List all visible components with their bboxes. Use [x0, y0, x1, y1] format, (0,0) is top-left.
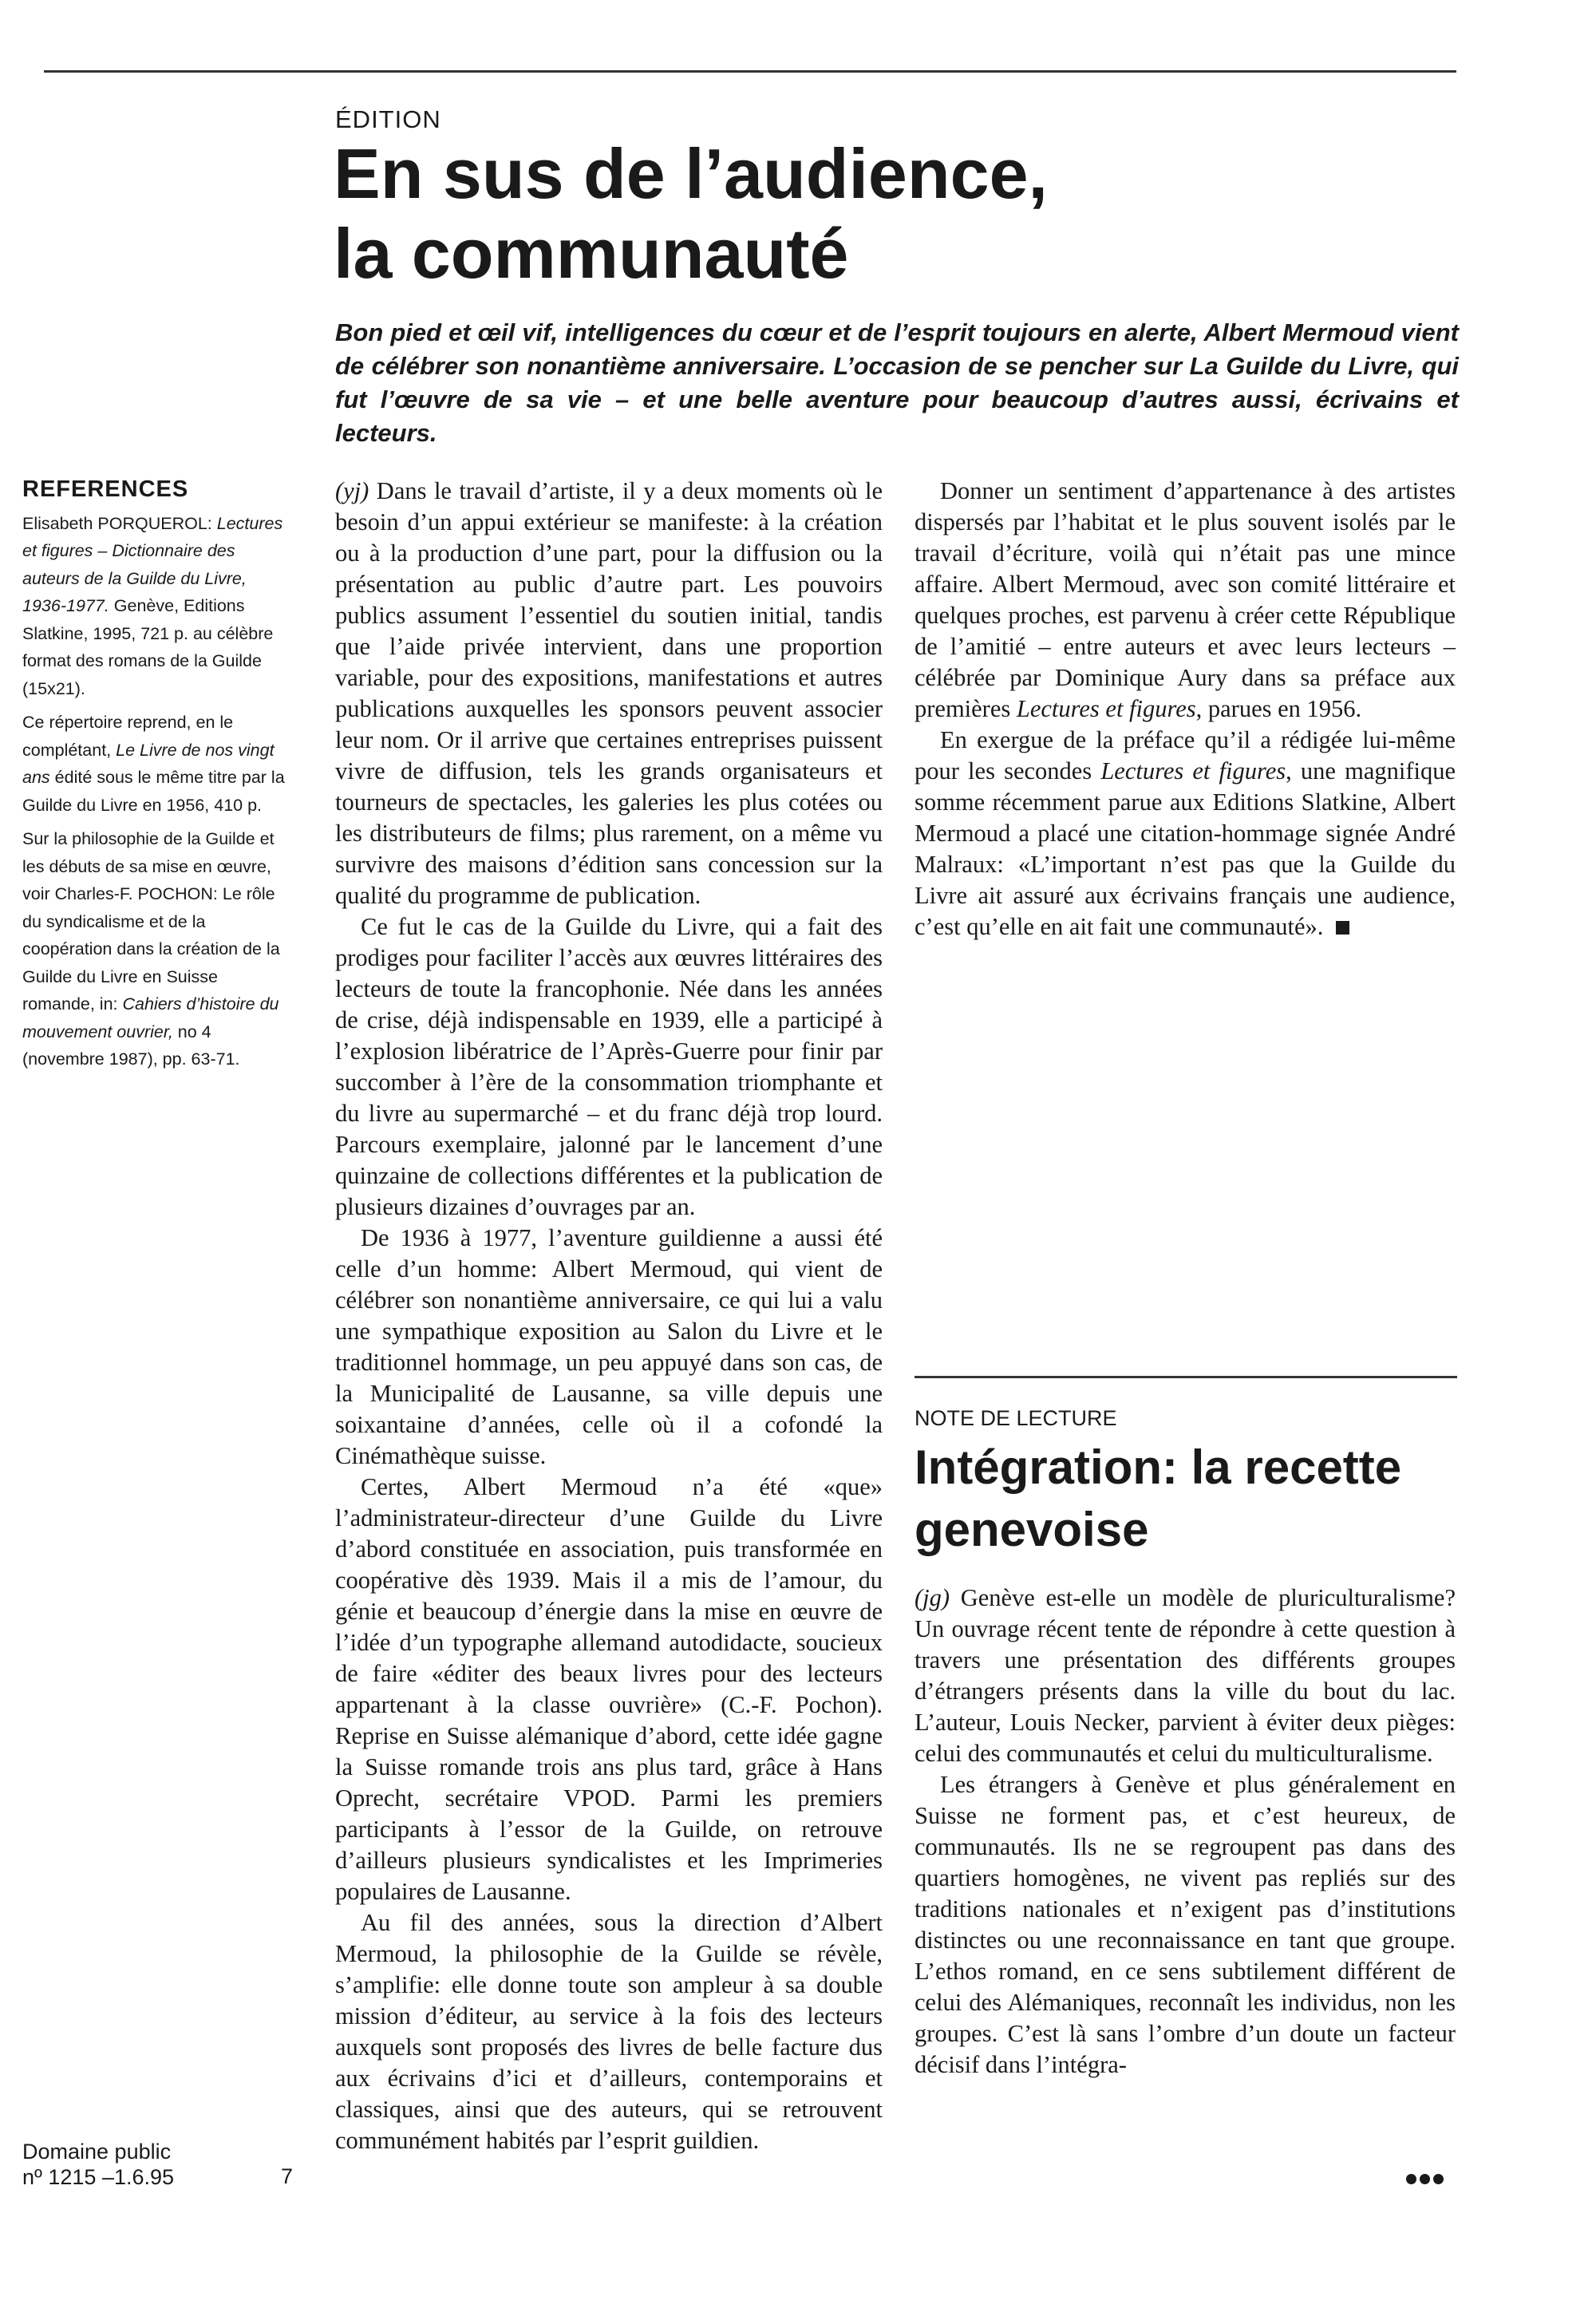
article-column-2: [915, 476, 1456, 943]
article-paragraph-6: [915, 476, 1456, 725]
article-paragraph-6-text: Donner un sentiment d’appartenance à des artistes dispersés par l’habitat et le plus souvent isolés par le travail d’écriture, voilà qui n’était pas une mince affaire. Albert Mermoud, avec son comité littéraire et quelques proches, est parvenu à créer cette République de l’amitié – entre auteurs et avec leurs lecteurs – célébrée par Dominique Aury dans sa préface aux premières: [915, 477, 1456, 722]
page-footer: [22, 2139, 174, 2190]
article-byline: (yj): [335, 477, 369, 504]
reference-3-text-a: Sur la philosophie de la Guilde et les débuts de sa mise en œuvre, voir Charles-F. POCHON: Le rôle du syndicalisme et de la coopération dans la création de la Guilde du Livre en Suisse romande, in:: [22, 829, 280, 1014]
note-paragraph-1-text: Genève est-elle un modèle de pluriculturalisme? Un ouvrage récent tente de répondre à cette question à travers une présentation des différents groupes d’étrangers présents dans la ville du bout du lac. L’auteur, Louis Necker, parvient à éviter deux pièges: celui des communautés et celui du multiculturalisme.: [915, 1584, 1456, 1767]
references-sidebar: [22, 476, 294, 1080]
article-paragraph-4: Certes, Albert Mermoud n’a été «que» l’administrateur-directeur d’une Guilde du Livre d’abord constituée en association, puis transformée en coopérative dès 1939. Mais il a mis de l’amour, du génie et beaucoup d’énergie dans la mise en œuvre de l’idée d’un typographe allemand autodidacte, soucieux de faire «éditer des beaux livres pour des lecteurs appartenant à la classe ouvrière» (C.-F. Pochon). Reprise en Suisse alémanique d’abord, cette idée gagne la Suisse romande trois ans plus tard, grâce à Hans Oprecht, secrétaire VPOD. Parmi les premiers participants à l’essor de la Guilde, on retrouve d’ailleurs plusieurs syndicalistes et les Imprimeries populaires de Lausanne.: [335, 1473, 883, 1905]
reference-3-title: Cahiers d’histoire du mouvement ouvrier,: [22, 994, 279, 1041]
page-number: 7: [281, 2164, 294, 2188]
note-paragraph-1: [915, 1583, 1456, 1769]
article-paragraph-7-text-a: En exergue de la préface qu’il a rédigée lui-même pour les secondes: [915, 726, 1456, 784]
article-paragraph-5: Au fil des années, sous la direction d’Albert Mermoud, la philosophie de la Guilde se révèle, s’amplifie: elle donne toute son ampleur à sa double mission d’éditeur, au service à la fois des lecteurs auxquels sont proposés des livres de belle facture dus aux écrivains d’ici et d’ailleurs, contemporains et classiques, ainsi que des auteurs, qui se retrouvent communément habités par l’esprit guildien.: [335, 1909, 883, 2154]
end-of-article-square-icon: [1336, 921, 1349, 935]
article-column-1: [335, 476, 883, 2156]
headline-line-2: la communauté: [334, 214, 849, 293]
note-paragraph-2: Les étrangers à Genève et plus généralement en Suisse ne forment pas, et c’est heureux, de communautés. Ils ne se regroupent pas dans des quartiers homogènes, ne vivent pas repliés sur des traditions nationales et n’exigent pas d’institutions distinctes ou une reconnaissance en tant que groupe. L’ethos romand, en ce sens subtilement différent de celui des Alémaniques, reconnaît les individus, non les groupes. C’est là sans l’ombre d’un doute un facteur décisif dans l’intégra-: [915, 1771, 1456, 2078]
article-paragraph-6-end: , parues en 1956.: [1195, 695, 1362, 722]
reference-1: [22, 510, 294, 703]
continued-dots-icon: [1406, 2174, 1447, 2188]
article-paragraph-6-title: Lectures et figures: [1016, 695, 1196, 722]
section-divider: [915, 1376, 1457, 1378]
reference-2-text-a: Ce répertoire reprend, en le complétant,: [22, 713, 234, 760]
article-paragraph-7: [915, 725, 1456, 943]
issue-number: nº 1215 –1.6.95: [22, 2165, 175, 2189]
references-heading: REFERENCES: [22, 476, 189, 502]
reference-2-title: Le Livre de nos vingt ans: [22, 740, 275, 787]
reference-2: [22, 709, 294, 819]
article-lede: Bon pied et œil vif, intelligences du cœur et de l’esprit toujours en alerte, Albert Mermoud vient de célébrer son nonantième anniversaire. L’occasion de se pencher sur La Guilde du Livre, qui fut l’œuvre de sa vie – et une belle aventure pour beaucoup d’autres aussi, écrivains et lecteurs.: [335, 318, 1459, 447]
reference-3: [22, 825, 294, 1073]
article-paragraph-1: [335, 476, 883, 911]
note-column: [915, 1583, 1456, 2081]
article-paragraph-2: Ce fut le cas de la Guilde du Livre, qui a fait des prodiges pour faciliter l’accès aux œuvres littéraires des lecteurs de toute la francophonie. Née dans les années de crise, déjà indispensable en 1939, elle a participé à l’explosion libératrice de l’Après-Guerre pour finir par succomber à l’ère de la consommation triomphante et du livre au supermarché – et du franc déjà trop lourd. Parcours exemplaire, jalonné par le lancement d’une quinzaine de collections différentes et la publication de plusieurs dizaines d’ouvrages par an.: [335, 913, 883, 1220]
article-kicker: ÉDITION: [335, 105, 441, 133]
reference-3-text-b: no 4 (novembre 1987), pp. 63-71.: [22, 1022, 240, 1069]
article-paragraph-7-title: Lectures et figures: [1100, 757, 1286, 784]
reference-1-rest: Genève, Editions Slatkine, 1995, 721 p. au célèbre format des romans de la Guilde (15x21).: [22, 596, 274, 698]
article-paragraph-3: De 1936 à 1977, l’aventure guildienne a aussi été celle d’un homme: Albert Mermoud, qui vient de célébrer son nonantième anniversaire, ce qui lui a valu une sympathique exposition au Salon du Livre et le traditionnel hommage, un peu appuyé dans son cas, de la Municipalité de Lausanne, sa ville depuis une soixantaine d’années, celle où il a cofondé la Cinémathèque suisse.: [335, 1224, 883, 1469]
reference-1-author: Elisabeth PORQUEROL:: [22, 513, 212, 533]
publication-name: Domaine public: [22, 2140, 172, 2164]
top-rule: [44, 70, 1456, 73]
note-headline: Intégration: la recette genevoise: [915, 1440, 1402, 1556]
article-headline: [334, 134, 1467, 294]
headline-line-1: En sus de l’audience,: [334, 134, 1048, 213]
note-kicker: NOTE DE LECTURE: [915, 1406, 1117, 1430]
article-paragraph-1-text: Dans le travail d’artiste, il y a deux moments où le besoin d’un appui extérieur se manifeste: à la création ou à la production d’une part, pour la diffusion ou la présentation au public d’autre part. Les pouvoirs publics assument l’essentiel du soutien initial, tandis que l’aide privée intervient, dans une proportion variable, pour des expositions, manifestations et autres publications auxquelles les sponsors peuvent associer leur nom. Or il arrive que certaines entreprises puissent vivre de diffusion, tels les grands organisateurs et tourneurs de spectacles, les galeries les plus cotées ou les distributeurs de films; plus rarement, on a même vu survivre des maisons d’édition sans concession sur la qualité du programme de publication.: [335, 477, 883, 909]
reference-2-text-b: édité sous le même titre par la Guilde du Livre en 1956, 410 p.: [22, 768, 285, 815]
note-byline: (jg): [915, 1584, 950, 1611]
article-paragraph-7-text-b: , une magnifique somme récemment parue aux Editions Slatkine, Albert Mermoud a placé une citation-hommage signée André Malraux: «L’important n’est pas que la Guilde du Livre ait assuré aux écrivains français une audience, c’est qu’elle en ait fait une communauté».: [915, 757, 1456, 940]
reference-1-title: Lectures et figures – Dictionnaire des auteurs de la Guilde du Livre, 1936-1977.: [22, 513, 283, 615]
